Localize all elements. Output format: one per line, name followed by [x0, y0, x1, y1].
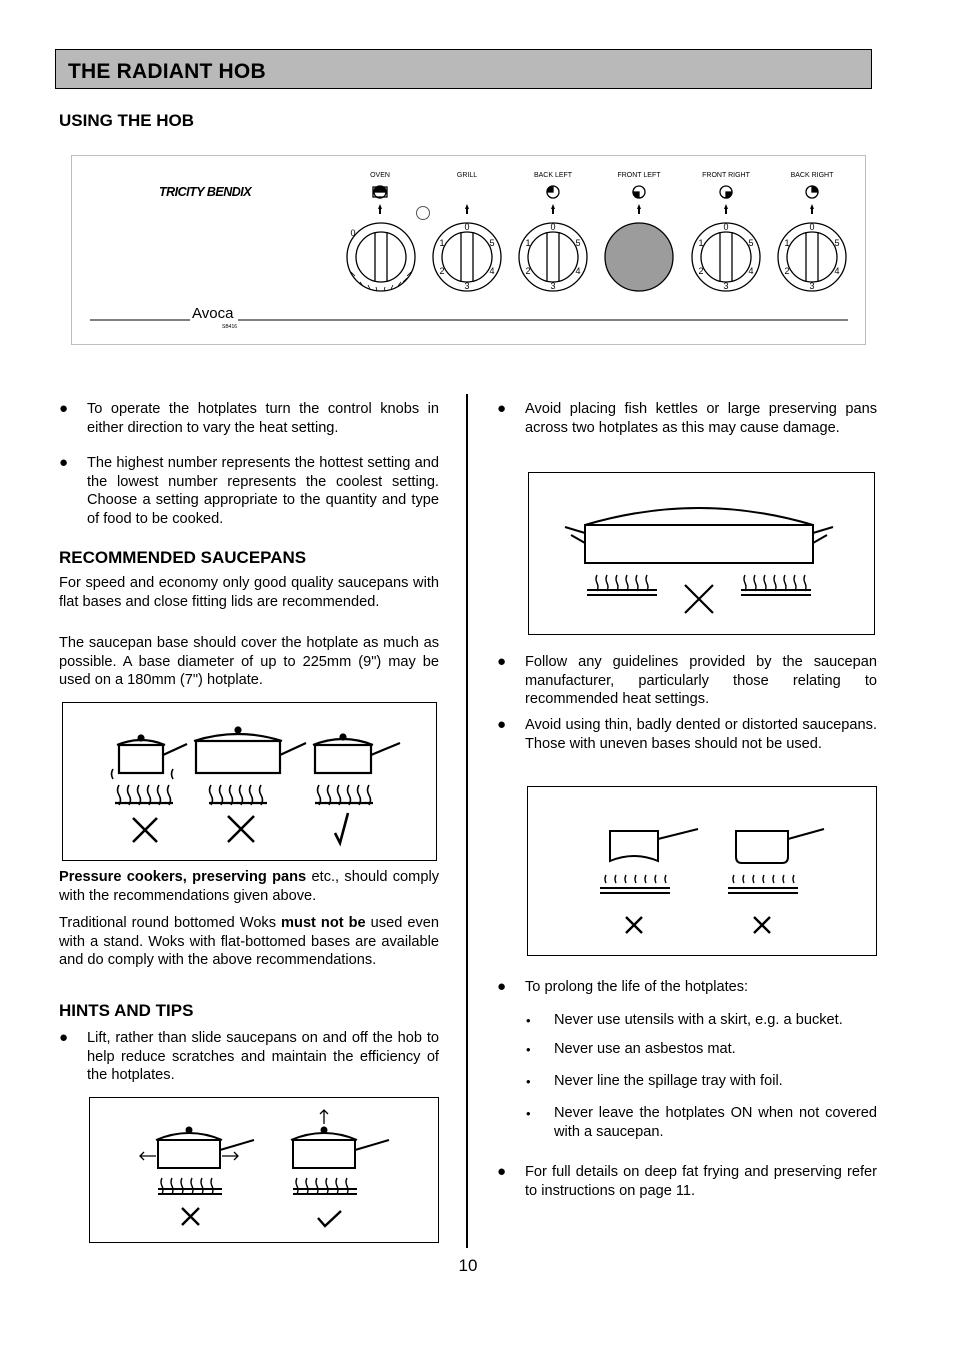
dial-label-back-left: BACK LEFT	[533, 172, 573, 179]
svg-text:1: 1	[525, 238, 531, 248]
svg-text:4: 4	[575, 266, 581, 276]
list-item: ● The highest number represents the hottest setting and the lowest number represents the coolest setting. Choose a setting appropriate to the quantity and type of food to be cooked.	[59, 454, 439, 527]
svg-text:0: 0	[809, 222, 815, 232]
page-number: 10	[458, 1256, 478, 1275]
back-left-symbol-icon	[547, 186, 559, 198]
dial-label-front-right: FRONT RIGHT	[702, 172, 750, 179]
cross-mark-icon	[228, 816, 254, 842]
svg-text:1: 1	[784, 238, 790, 248]
recommended-saucepans-heading: RECOMMENDED SAUCEPANS	[59, 548, 307, 567]
saucepan-size-diagram	[62, 702, 437, 861]
bullet-text: For full details on deep fat frying and preserving refer to instructions on page 11.	[525, 1164, 877, 1199]
bullet-text: To operate the hotplates turn the control knobs in either direction to vary the heat setting.	[87, 401, 439, 436]
cross-mark-icon	[754, 917, 770, 933]
using-hob-heading: USING THE HOB	[59, 111, 195, 130]
dial-label-grill: GRILL	[456, 172, 478, 179]
list-item: • Never use utensils with a skirt, e.g. a bucket.	[526, 1011, 877, 1033]
fish-kettle-diagram	[528, 472, 875, 635]
svg-text:3: 3	[550, 281, 556, 291]
svg-text:3: 3	[464, 281, 470, 291]
svg-text:3: 3	[809, 281, 815, 291]
svg-text:4: 4	[834, 266, 840, 276]
front-right-symbol-icon	[720, 186, 732, 198]
list-item: ● To prolong the life of the hotplates:	[497, 978, 877, 1000]
dial-label-back-right: BACK RIGHT	[790, 172, 834, 179]
bullet-text: Never use utensils with a skirt, e.g. a bucket.	[554, 1012, 843, 1028]
hints-tips-heading: HINTS AND TIPS	[59, 1001, 194, 1020]
front-left-symbol-icon	[633, 186, 645, 198]
saucepans-paragraph-2: The saucepan base should cover the hotplate as much as possible. A base diameter of up to 225mm (9") may be used on a 180mm (7") hotplate.	[59, 635, 439, 689]
check-mark-icon	[335, 813, 348, 843]
svg-text:0: 0	[550, 222, 556, 232]
back-right-symbol-icon	[806, 186, 818, 198]
bullet-text: Follow any guidelines provided by the saucepan manufacturer, particularly those relating to recommended heat settings.	[525, 654, 877, 708]
model-label: Avoca	[192, 305, 234, 322]
bullet-text: The highest number represents the hottest setting and the lowest number represents the coolest setting. Choose a setting appropriate to the quantity and type of food to be cooked.	[87, 455, 439, 527]
svg-text:1: 1	[698, 238, 704, 248]
cross-mark-icon	[685, 585, 713, 613]
svg-text:2: 2	[698, 266, 704, 276]
svg-text:5: 5	[748, 238, 754, 248]
section-title-bar	[55, 49, 872, 89]
list-item: ● For full details on deep fat frying and preserving refer to instructions on page 11.	[497, 1163, 877, 1199]
svg-text:0: 0	[350, 228, 356, 238]
check-mark-icon	[318, 1211, 341, 1226]
bullet-text: Never line the spillage tray with foil.	[554, 1073, 783, 1089]
list-item: ● Avoid placing fish kettles or large preserving pans across two hotplates as this may cause damage.	[497, 400, 877, 436]
control-panel-illustration	[71, 155, 866, 345]
svg-text:2: 2	[784, 266, 790, 276]
svg-text:2: 2	[525, 266, 531, 276]
front-left-knob-icon	[605, 223, 673, 291]
list-item: ● Follow any guidelines provided by the saucepan manufacturer, particularly those relating to recommended heat settings.	[497, 653, 877, 708]
lift-not-slide-diagram	[89, 1097, 439, 1243]
distorted-saucepans-diagram	[527, 786, 877, 956]
column-divider	[466, 394, 468, 1248]
svg-text:2: 2	[439, 266, 445, 276]
bullet-text: Avoid placing fish kettles or large preserving pans across two hotplates as this may cause damage.	[525, 401, 877, 436]
svg-text:4: 4	[748, 266, 754, 276]
list-item: • Never line the spillage tray with foil.	[526, 1072, 877, 1094]
bullet-text: Never leave the hotplates ON when not covered with a saucepan.	[554, 1105, 877, 1140]
saucepans-paragraph-1: For speed and economy only good quality saucepans with flat bases and close fitting lids are recommended.	[59, 575, 439, 610]
svg-text:5: 5	[575, 238, 581, 248]
bullet-text: Avoid using thin, badly dented or distorted saucepans. Those with uneven bases should not be used.	[525, 717, 877, 752]
svg-text:0: 0	[723, 222, 729, 232]
dial-label-oven: OVEN	[370, 172, 390, 179]
dial-label-front-left: FRONT LEFT	[617, 172, 661, 179]
model-code-label: SB416	[222, 324, 238, 330]
list-item: • Never use an asbestos mat.	[526, 1040, 877, 1062]
bullet-text: Lift, rather than slide saucepans on and off the hob to help reduce scratches and maintain the efficiency of the hotplates.	[87, 1030, 439, 1084]
svg-text:5: 5	[834, 238, 840, 248]
dial-scale-numbers	[350, 222, 839, 291]
page-title: THE RADIANT HOB	[68, 60, 266, 83]
cross-mark-icon	[626, 917, 642, 933]
list-item: ● Lift, rather than slide saucepans on and off the hob to help reduce scratches and maintain the efficiency of the hotplates.	[59, 1029, 439, 1084]
svg-text:1: 1	[439, 238, 445, 248]
pressure-cookers-paragraph: Pressure cookers, preserving pans etc., should comply with the recommendations given above.	[59, 869, 439, 904]
list-item: ● Avoid using thin, badly dented or distorted saucepans. Those with uneven bases should not be used.	[497, 716, 877, 752]
bullet-text: Never use an asbestos mat.	[554, 1041, 736, 1057]
indicator-light-icon	[417, 207, 430, 220]
svg-text:3: 3	[723, 281, 729, 291]
svg-text:0: 0	[464, 222, 470, 232]
list-item: ● To operate the hotplates turn the control knobs in either direction to vary the heat setting.	[59, 400, 439, 436]
svg-text:4: 4	[489, 266, 495, 276]
bullet-text: To prolong the life of the hotplates:	[525, 979, 749, 995]
brand-label: TRICITY BENDIX	[159, 185, 252, 199]
list-item: • Never leave the hotplates ON when not covered with a saucepan.	[526, 1105, 877, 1140]
svg-text:5: 5	[489, 238, 495, 248]
cross-mark-icon	[182, 1208, 199, 1225]
woks-paragraph: Traditional round bottomed Woks must not be used even with a stand. Woks with flat-bottomed bases are available and do comply with the above recommendations.	[59, 915, 439, 969]
cross-mark-icon	[133, 818, 157, 842]
oven-symbol-icon	[374, 186, 386, 198]
